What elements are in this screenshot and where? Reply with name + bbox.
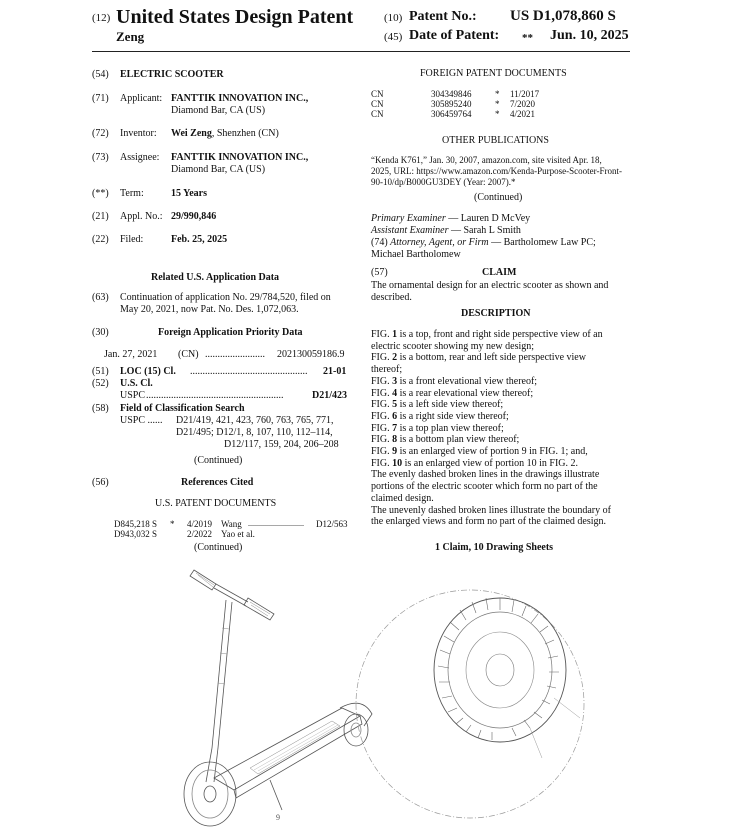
priority-country: (CN) [178, 349, 199, 360]
description-text: FIG. [371, 457, 393, 469]
attorney-line-1: — Bartholomew Law PC; [488, 237, 596, 248]
figure-number: 2 [392, 352, 398, 364]
other-pub-continued: (Continued) [474, 192, 523, 203]
description-text: electric scooter showing my new design; [371, 340, 535, 352]
references-heading: References Cited [181, 477, 254, 488]
f71-num: (71) [92, 93, 109, 104]
priority-date: Jan. 27, 2021 [104, 349, 158, 360]
foreign-mark: * [495, 99, 500, 109]
description-text: FIG. [371, 375, 393, 387]
kickstand [270, 780, 282, 810]
ref-date: 2/2022 [187, 529, 213, 539]
description-text: FIG. [371, 422, 393, 434]
claims-sheets: 1 Claim, 10 Drawing Sheets [435, 542, 554, 553]
date-number: (45) [384, 31, 403, 43]
description-line [371, 399, 503, 411]
description-text: portions of the electric scooter which form no part of the [371, 481, 598, 493]
us-cl-dots: ....................................................... [146, 390, 284, 401]
patent-no-number: (10) [384, 12, 403, 24]
steering-stem [212, 600, 226, 748]
field-search-line-1: D21/419, 421, 423, 760, 763, 765, 771, [176, 415, 334, 426]
figure-number: 5 [392, 399, 398, 411]
other-publications-heading: OTHER PUBLICATIONS [442, 135, 549, 146]
inventor-place: , Shenzhen (CN) [211, 128, 279, 139]
ref-date: 4/2019 [187, 519, 213, 529]
scooter-deck [214, 708, 360, 790]
description-line [371, 481, 598, 493]
us-refs-continued: (Continued) [194, 542, 243, 553]
description-text: is a top, front and right side perspective view of an [397, 329, 603, 340]
f52-num: (52) [92, 378, 109, 389]
description-text: claimed design. [371, 492, 434, 504]
field-search-uspc: USPC ...... [120, 415, 163, 426]
description-line [371, 493, 434, 505]
patent-no-label: Patent No.: [409, 9, 477, 24]
foreign-number: 304349846 [431, 89, 472, 99]
continuation-line-2: May 20, 2021, now Pat. No. Des. 1,072,063. [120, 304, 299, 315]
inventor-label: Inventor: [120, 128, 157, 139]
inventor-short: Zeng [116, 29, 145, 44]
figure-number: 6 [392, 410, 398, 422]
field-search-label: Field of Classification Search [120, 403, 245, 414]
description-text: is a left side view thereof; [397, 399, 504, 411]
foreign-country: CN [371, 89, 384, 99]
description-text: the enlarged views and form no part of the claimed design. [371, 516, 607, 528]
loc-dots: ............................................... [190, 366, 308, 377]
description-line [371, 352, 586, 364]
primary-examiner-label: Primary Examiner [371, 213, 446, 224]
header-rule [92, 51, 630, 52]
description-text: is a bottom plan view thereof; [397, 434, 520, 446]
f72-num: (72) [92, 128, 109, 139]
claim-heading: CLAIM [482, 267, 517, 278]
us-cl-label: U.S. Cl. [120, 378, 153, 389]
primary-examiner-name: — Lauren D McVey [445, 213, 531, 224]
date-stars: ** [522, 32, 533, 44]
f51-num: (51) [92, 366, 109, 377]
ref-number: D943,032 S [114, 529, 158, 539]
right-handle-grip [244, 598, 274, 620]
description-line [371, 364, 402, 376]
assignee-label: Assignee: [120, 152, 160, 163]
attorney-line-2: Michael Bartholomew [371, 249, 461, 260]
other-pub-line-1: “Kenda K761,” Jan. 30, 2007, amazon.com, site visited Apr. 18, [371, 155, 602, 165]
assignee-location: Diamond Bar, CA (US) [171, 164, 266, 175]
scooter-figure [184, 570, 372, 826]
front-fork [206, 748, 212, 782]
description-line [371, 376, 537, 388]
foreign-mark: * [495, 89, 500, 99]
foreign-country: CN [371, 99, 384, 109]
applicant-location: Diamond Bar, CA (US) [171, 105, 266, 116]
header [0, 0, 730, 52]
design-title: ELECTRIC SCOOTER [120, 69, 224, 80]
description-text: FIG. [371, 446, 393, 457]
f73-num: (73) [92, 152, 109, 163]
description-text: is a front elevational view thereof; [397, 375, 538, 387]
loc-label: LOC (15) Cl. [120, 366, 176, 377]
description-heading: DESCRIPTION [461, 308, 531, 319]
figure-number: 1 [392, 329, 398, 340]
description-line [371, 411, 509, 423]
filed-date: Feb. 25, 2025 [171, 234, 228, 245]
description-text: is a bottom, rear and left side perspective view [397, 352, 586, 364]
description-text: FIG. [371, 329, 393, 340]
date-label: Date of Patent: [409, 28, 500, 43]
ref-name: Yao et al. [221, 529, 255, 539]
ref-dots: ............................ [248, 519, 304, 528]
description-text: FIG. [371, 434, 393, 446]
claim-num: (57) [371, 267, 388, 278]
description-line [371, 505, 611, 517]
attorney-num: (74) [371, 237, 388, 248]
description-text: FIG. [371, 387, 393, 399]
us-cl-uspc: USPC [120, 390, 146, 401]
description-line [371, 329, 603, 341]
foreign-date: 4/2021 [510, 109, 536, 119]
priority-number: 202130059186.9 [277, 349, 345, 360]
description-line [371, 388, 533, 400]
description-line [371, 446, 588, 458]
portion-label-9: 9 [276, 813, 280, 822]
left-handle-grip [190, 570, 216, 590]
foreign-date: 11/2017 [510, 89, 540, 99]
tire-tread [438, 598, 559, 740]
f56-num: (56) [92, 477, 109, 488]
inventor-line [171, 128, 279, 140]
assignee-name: FANTTIK INNOVATION INC., [171, 152, 309, 163]
foreign-mark: * [495, 109, 500, 119]
figure-number: 4 [392, 387, 398, 399]
f54-num: (54) [92, 69, 109, 80]
us-docs-heading: U.S. PATENT DOCUMENTS [155, 498, 277, 509]
ref-name: Wang [221, 519, 242, 529]
foreign-number: 305895240 [431, 99, 472, 109]
foreign-country: CN [371, 109, 384, 119]
ref-number: D845,218 S [114, 519, 158, 529]
primary-examiner [371, 213, 530, 225]
description-text: FIG. [371, 399, 393, 411]
field-search-continued: (Continued) [194, 455, 243, 466]
attorney-label: Attorney, Agent, or Firm [390, 237, 489, 248]
foreign-docs-heading: FOREIGN PATENT DOCUMENTS [420, 68, 567, 79]
figure-number: 8 [392, 434, 398, 446]
f22-num: (22) [92, 234, 109, 245]
related-heading: Related U.S. Application Data [151, 272, 280, 283]
loc-value: 21-01 [323, 366, 347, 377]
field-search-line-2: D21/495; D12/1, 8, 107, 110, 112–114, [176, 427, 333, 438]
description-text: is a right side view thereof; [397, 410, 509, 422]
term-label: Term: [120, 188, 144, 199]
description-line [371, 458, 578, 470]
us-cl-value: D21/423 [312, 390, 347, 401]
priority-heading: Foreign Application Priority Data [158, 327, 303, 338]
description-text: The unevenly dashed broken lines illustrate the boundary of [371, 504, 611, 516]
figure-number: 7 [392, 422, 398, 434]
deck-grip-pad [250, 721, 340, 774]
field-search-line-3: D12/117, 159, 204, 206–208 [224, 439, 339, 450]
f58-num: (58) [92, 403, 109, 414]
description-text: FIG. [371, 410, 393, 422]
description-line [371, 516, 606, 528]
handlebar [216, 584, 248, 602]
assistant-examiner [371, 225, 521, 237]
continuation-line-1: Continuation of application No. 29/784,520, filed on [120, 292, 331, 303]
description-line [371, 341, 534, 353]
applicant-label: Applicant: [120, 93, 163, 104]
description-text: is an enlarged view of portion 10 in FIG. 2. [402, 457, 579, 469]
attorney [371, 237, 596, 249]
figure-number: 10 [392, 457, 403, 469]
filed-label: Filed: [120, 234, 144, 245]
appl-no: 29/990,846 [171, 211, 217, 222]
f63-num: (63) [92, 292, 109, 303]
patent-title: United States Design Patent [116, 6, 354, 28]
enlarged-view-9 [356, 590, 584, 818]
appl-no-label: Appl. No.: [120, 211, 163, 222]
foreign-date: 7/2020 [510, 99, 536, 109]
kind-number: (12) [92, 12, 111, 24]
description-text: FIG. [371, 352, 393, 364]
description-text: is a rear elevational view thereof; [397, 387, 534, 399]
claim-line-2: described. [371, 292, 412, 303]
assistant-examiner-label: Assistant Examiner [371, 225, 449, 236]
term-num: (**) [92, 188, 109, 199]
description-line [371, 423, 504, 435]
inventor-name: Wei Zeng [171, 128, 212, 139]
ref-class: D12/563 [316, 519, 348, 529]
description-text: is a top plan view thereof; [397, 422, 504, 434]
claim-line-1: The ornamental design for an electric scooter as shown and [371, 280, 609, 291]
patent-date: Jun. 10, 2025 [550, 28, 629, 43]
description-text: is an enlarged view of portion 9 in FIG. 1; and, [397, 446, 588, 457]
applicant-name: FANTTIK INNOVATION INC., [171, 93, 309, 104]
other-pub-line-3: 90-10/dp/B000GU3DEY (Year: 2007).* [371, 177, 516, 187]
f30-num: (30) [92, 327, 109, 338]
assistant-examiner-name: — Sarah L Smith [448, 225, 521, 236]
other-pub-line-2: 2025, URL: https://www.amazon.com/Kenda-Purpose-Scooter-Front- [371, 166, 622, 176]
description-line [371, 469, 599, 481]
foreign-number: 306459764 [431, 109, 472, 119]
ref-mark: * [170, 519, 175, 529]
description-line [371, 434, 519, 446]
patent-no: US D1,078,860 S [510, 8, 616, 24]
f21-num: (21) [92, 211, 109, 222]
description-text: thereof; [371, 364, 403, 376]
figure-number: 3 [392, 375, 398, 387]
term-value: 15 Years [171, 188, 208, 199]
figure-number: 9 [392, 446, 398, 457]
priority-dots: ........................ [205, 349, 265, 360]
scooter-drawing [150, 558, 650, 830]
description-text: The evenly dashed broken lines in the drawings illustrate [371, 469, 600, 481]
